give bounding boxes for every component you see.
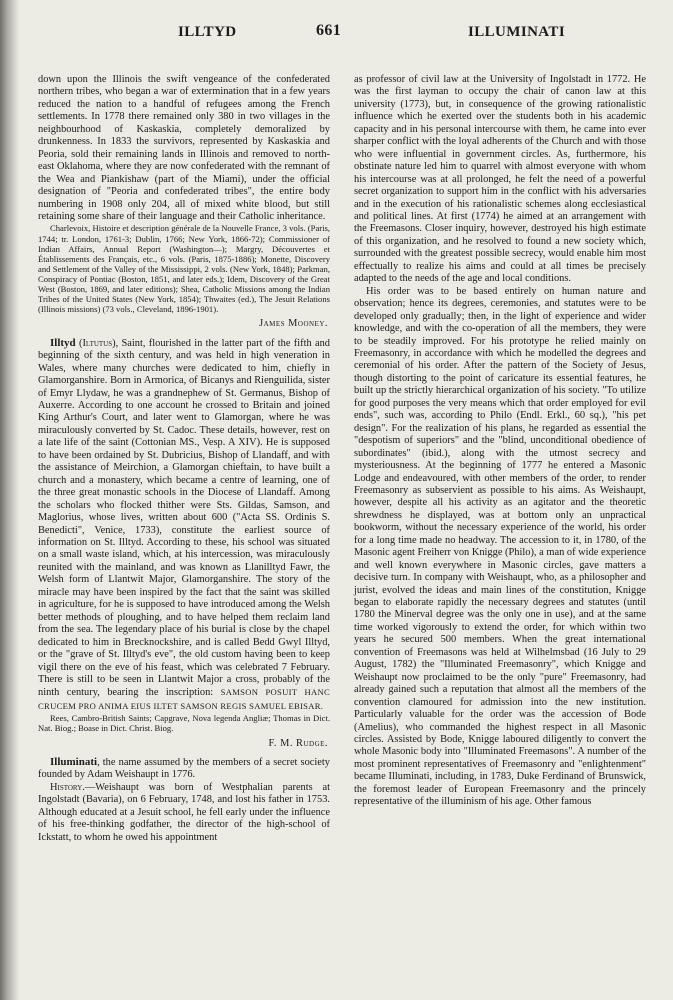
header-left-word: ILLTYD: [178, 24, 237, 40]
left-column: [38, 74, 330, 844]
illtyd-inscription: SAMSON POSUIT HANC CRUCEM PRO ANIMA EIUS ILTET SAMSON REGIS SAMUEL EBISAR.: [38, 687, 330, 711]
illinois-article-end: down upon the Illinois the swift vengeance of the confederated northern tribes, who began a war of extermination that in a few years reduced the nation to a handful of refugees among the French settlements. In 1778 there remained only 380 in two villages in the neighbourhood of Kaskaskia, completely demoralized by drunkenness. In 1833 the survivors, represented by Kaskaskia and Peoria, sold their remaining lands in Illinois and removed to north-east Oklahoma, where they are now confederated with the remnant of the Wea and Piankishaw (part of the Miami), under the official designation of "Peoria and confederated tribes", the entire body numbering in 1908 only 204, all of mixed white blood, but still retaining some share of their language and their Catholic inheritance.: [38, 74, 330, 222]
header-right-word: ILLUMINATI: [468, 24, 566, 40]
page-number: 661: [316, 22, 342, 39]
illinois-author: James Mooney.: [259, 318, 328, 330]
illuminati-article-intro: [38, 756, 330, 782]
illtyd-bibliography: Rees, Cambro-British Saints; Capgrave, Nova legenda Angliæ; Thomas in Dict. Nat. Biog.; Boase in Dict. Christ. Biog.: [38, 713, 330, 734]
illinois-bibliography: Charlevoix, Histoire et description générale de la Nouvelle France, 3 vols. (Paris, 1744; tr. London, 1761-3; Dublin, 1766; New York, 1866-72); Commissioner of Indian Affairs, Annual Report (Washington—); Margry, Découvertes et Établissements des Français, etc., 6 vols. (Paris, 1875-1886); Monette, Discovery and Settlement of the Valley of the Mississippi, 2 vols. (New York, 1848); Parkman, Conspiracy of Pontiac (Boston, 1851, and later eds.); Idem, Discovery of the Great West (Boston, 1869, and later editions); Shea, Catholic Missions among the Indian Tribes of the United States (New York, 1854); Thwaites (ed.), The Jesuit Relations (Illinois missions) (73 vols., Cleveland, 1896-1901).: [38, 223, 330, 315]
illtyd-article: [38, 337, 330, 714]
illtyd-author: F. M. Rudge.: [268, 737, 328, 749]
page-gutter-shadow: [0, 0, 20, 1000]
running-head: [38, 22, 646, 44]
illtyd-latin-name: (Iltutus): [79, 337, 116, 349]
illuminati-definition: , the name assumed by the members of a secret society founded by Adam Weishaupt in 1776.: [38, 756, 330, 781]
illuminati-paragraph-2: His order was to be based entirely on human nature and observation; hence its degrees, ceremonies, and statutes were to be developed only gradually; then, in the light of experience and wider knowledge, and with the co-operation of all the members, they were to be steadily improved. For his prototype he relied mainly on Freemasonry, in accordance with which he modelled the degrees and ceremonial of his order. After the pattern of the Society of Jesus, though distorting to the point of caricature its essential features, he built up the strictly hierarchical organization of his society. "To utilize for good purposes the very means which that order employed for evil ends", such was, according to Philo (Endl. Erkl., 60 sq.), "his pet design". For the realization of his plans, he regarded as essential the "despotism of superiors" and the "blind, unconditional obedience of subordinates" (ibid.), along with the utmost secrecy and mysteriousness. At the beginning of 1777 he entered a Masonic Lodge and endeavoured, with other members of the order, to render Freemasonry as subservient as possible to his aims. As Weishaupt, however, despite all his activity as an agitator and the theoretic shrewdness he displayed, was at bottom only an unpractical bookworm, without the necessary experience of the world, his order for a long time made no headway. The accession to it, in 1780, of the Masonic agent Freiherr von Knigge (Philo), a man of wide experience and well known everywhere in Masonic circles, gave matters a decisive turn. In company with Weishaupt, who, as a philosopher and jurist, evolved the ideas and main lines of the constitution, Knigge began to elaborate rapidly the necessary degrees and statutes (until 1780 the Minerval degree was the only one in use), and at the same time worked vigorously to extend the order, for which within two years he secured 500 members. When the great international convention of Freemasons was held at Wilhelmsbad (16 July to 29 August, 1782) the "Illuminated Freemasonry", which Knigge and Weishaupt now proclaimed to be the only "pure" Freemasonry, had already gained such a reputation that almost all the members of the convention clamoured for admission into the new institution. Particularly valuable for the order was the accession of Bode (Amelius), who commanded the highest respect in all Masonic circles. Assisted by Bode, Knigge laboured diligently to convert the whole Masonic body into "Illuminated Freemasons". A number of the most prominent representatives of Freemasonry and "enlightenment" became Illuminati, including, in 1783, Duke Ferdinand of Brunswick, the foremost leader of European Freemasonry and the princely representative of the illuminism of his age. Other famous: [354, 285, 646, 808]
illuminati-paragraph-1: as professor of civil law at the University of Ingolstadt in 1772. He was the first layman to occupy the chair of canon law at this university (1773), but, in consequence of the growing rationalistic influence which he exerted over the students both in his academic capacity and in his personal intercourse with them, he came into ever sharper conflict with the loyal adherents of the Church and with those who were influential in government circles. As, furthermore, his obstinate nature led him to quarrel with almost everyone with whom his intercourse was at all prolonged, he felt the need of a powerful secret organization to support him in the conflict with his adversaries and in the execution of his rationalistic schemes along ecclesiastical and political lines. At first (1774) he aimed at an arrangement with the Freemasons. Closer inquiry, however, destroyed his high estimate of this organization, and he resolved to found a new society which, surrounded with the greatest possible secrecy, would enable him most effectually to realize his aims and could at all times be precisely adapted to the needs of the age and local conditions.: [354, 74, 646, 285]
history-body: —Weishaupt was born of Westphalian parents at Ingolstadt (Bavaria), on 6 February, 1748, and lost his father in 1753. Although educated at a Jesuit school, he fell early under the influence of his free-thinking godfather, the director of the high-school of Ickstatt, to whom he owed his appointment: [38, 781, 330, 843]
illtyd-body: , Saint, flourished in the latter part of the fifth and beginning of the sixth century, and was held in high veneration in Wales, where many churches were dedicated to him, chiefly in Glamorganshire. Born in Armorica, of Bicanys and Rienguilida, sister of Emyr Llydaw, he was a grandnephew of St. Germanus, Bishop of Auxerre. According to one account he crossed to Britain and joined King Arthur's Court, and later went to Glamorgan, where he was miraculously converted by St. Cadoc. These details, however, rest on a late life of the saint (Cottonian MS., Vesp. A XIV). He is supposed to have been ordained by St. Dubricius, Bishop of Llandaff, and with the assistance of Meirchion, a Glamorgan chieftain, to have built a church and a monastery, which became a centre of learning, one of the three great monastic schools in the Diocese of Llandaff. Among the scholars who flocked thither were Sts. Gildas, Samson, and Maglorius, whose lives, written about 600 ("Acta SS. Ordinis S. Benedicti", Venice, 1733), constitute the earliest source of information on St. Illtyd. According to these, his school was situated on a small waste island, which, at his intercession, was miraculously reunited with the mainland, and was known as Llanilltyd Fawr, the Welsh form of Llantwit Major, Glamorganshire. The story of the miracle may have been inspired by the fact that the saint was skilled in agriculture, for he is supposed to have introduced among the Welsh better methods of ploughing, and to have helped them reclaim land from the sea. The legendary place of his burial is close by the chapel dedicated to him in Brecknockshire, and is called Bedd Gwyl Illtyd, or the "grave of St. Illtyd's eve", the old custom having been to keep vigil there on the eve of his feast, which was celebrated 7 February. There is still to be seen in Llantwit Major a cross, probably of the ninth century, bearing the inscription:: [38, 337, 330, 699]
illuminati-headword: Illuminati: [50, 755, 98, 768]
illtyd-headword: Illtyd: [50, 336, 76, 349]
right-column: [354, 74, 646, 809]
history-label: History.: [50, 781, 85, 793]
document-page: [38, 22, 646, 984]
illuminati-history: [38, 782, 330, 844]
